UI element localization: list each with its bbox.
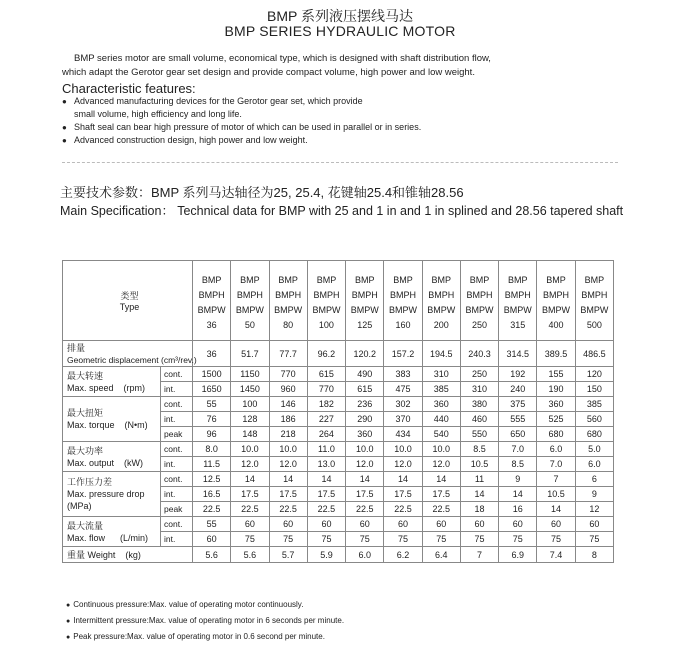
model-label: BMPH [198, 289, 225, 300]
feature-text: Advanced construction design, high power and low weight. [74, 135, 308, 145]
value-cell: 11 [460, 472, 498, 487]
value-cell: 486.5 [575, 341, 613, 367]
model-label: 160 [395, 319, 411, 330]
value-cell: 218 [269, 427, 307, 442]
bullet-icon: ● [66, 602, 71, 609]
value-cell: 10.0 [269, 442, 307, 457]
value-cell: 12.5 [193, 472, 231, 487]
value-cell: 96 [193, 427, 231, 442]
value-cell: 615 [307, 367, 345, 382]
value-cell: 157.2 [384, 341, 422, 367]
model-label: 200 [433, 319, 449, 330]
model-label: 400 [548, 319, 564, 330]
value-cell: 525 [537, 412, 575, 427]
value-cell: 10.0 [384, 442, 422, 457]
output-label [63, 442, 161, 472]
label-cn: 最大转速 [67, 370, 104, 381]
value-cell: 60 [346, 517, 384, 532]
value-cell: 6.2 [384, 547, 422, 563]
value-cell: 12.0 [346, 457, 384, 472]
model-header-cell [346, 261, 384, 341]
model-label: BMP [584, 274, 605, 285]
value-cell: 10.5 [460, 457, 498, 472]
value-cell: 11.0 [307, 442, 345, 457]
value-cell: 960 [269, 382, 307, 397]
table-row [63, 367, 614, 382]
label-en: Geometric displacement (cm³/rev.) [67, 354, 197, 365]
value-cell: 55 [193, 517, 231, 532]
value-cell: 12.0 [231, 457, 269, 472]
value-cell: 150 [575, 382, 613, 397]
value-cell: 5.6 [193, 547, 231, 563]
value-cell: 6 [575, 472, 613, 487]
model-label: 36 [206, 319, 217, 330]
value-cell: 615 [346, 382, 384, 397]
title-english: BMP SERIES HYDRAULIC MOTOR [224, 23, 456, 39]
value-cell: 8.0 [193, 442, 231, 457]
spec-heading-chinese: 主要技术参数：BMP 系列马达轴径为25, 25.4, 花键轴25.4和锥轴28.56 [60, 185, 464, 200]
bullet-icon: ● [66, 634, 71, 641]
value-cell: 192 [499, 367, 537, 382]
value-cell: 490 [346, 367, 384, 382]
value-cell: 1150 [231, 367, 269, 382]
value-cell: 75 [346, 532, 384, 547]
feature-text-cont: small volume, high efficiency and long life. [74, 109, 242, 119]
sub-label: cont. [161, 397, 193, 412]
model-label: 50 [244, 319, 255, 330]
value-cell: 540 [422, 427, 460, 442]
type-label-cn: 类型 [120, 291, 139, 301]
value-cell: 1650 [193, 382, 231, 397]
feature-item [62, 121, 662, 134]
value-cell: 650 [499, 427, 537, 442]
model-label: BMPW [465, 304, 494, 315]
value-cell: 550 [460, 427, 498, 442]
torque-label [63, 397, 161, 442]
model-label: BMPW [350, 304, 379, 315]
sub-label: int. [161, 457, 193, 472]
model-label: BMP [201, 274, 222, 285]
intro-line-1: BMP series motor are small volume, economical type, which is designed with shaft distribution flow, [74, 53, 491, 64]
type-header-cell [63, 261, 193, 341]
value-cell: 17.5 [307, 487, 345, 502]
value-cell: 11.5 [193, 457, 231, 472]
value-cell: 14 [537, 502, 575, 517]
value-cell: 12.0 [269, 457, 307, 472]
value-cell: 18 [460, 502, 498, 517]
feature-text: Shaft seal can bear high pressure of motor of which can be used in parallel or in series. [74, 122, 422, 132]
value-cell: 194.5 [422, 341, 460, 367]
model-header-cell [460, 261, 498, 341]
value-cell: 14 [269, 472, 307, 487]
value-cell: 75 [422, 532, 460, 547]
value-cell: 75 [575, 532, 613, 547]
spec-table [62, 260, 614, 563]
model-label: BMPW [427, 304, 456, 315]
value-cell: 383 [384, 367, 422, 382]
value-cell: 6.0 [575, 457, 613, 472]
value-cell: 360 [346, 427, 384, 442]
value-cell: 290 [346, 412, 384, 427]
table-row [63, 261, 614, 341]
label-en: Max. output (kW) [67, 457, 144, 468]
speed-label [63, 367, 161, 397]
label-en: Max. speed (rpm) [67, 382, 146, 393]
label-en: Max. flow (L/min) [67, 532, 149, 543]
value-cell: 75 [384, 532, 422, 547]
value-cell: 560 [575, 412, 613, 427]
value-cell: 770 [307, 382, 345, 397]
model-label: BMPH [313, 289, 340, 300]
value-cell: 13.0 [307, 457, 345, 472]
flow-label [63, 517, 161, 547]
model-label: BMP [316, 274, 337, 285]
value-cell: 16 [499, 502, 537, 517]
value-cell: 5.0 [575, 442, 613, 457]
model-label: BMPH [543, 289, 570, 300]
note-item [66, 597, 344, 613]
label-cn: 最大扭矩 [67, 408, 104, 418]
value-cell: 22.5 [422, 502, 460, 517]
model-label: BMPH [504, 289, 531, 300]
value-cell: 5.6 [231, 547, 269, 563]
model-label: 100 [318, 319, 334, 330]
value-cell: 440 [422, 412, 460, 427]
note-text: Peak pressure:Max. value of operating motor in 0.6 second per minute. [73, 632, 325, 641]
value-cell: 60 [460, 517, 498, 532]
label-en: Max. torque (N•m) [67, 420, 148, 430]
bullet-icon: ● [66, 618, 71, 625]
displacement-label [63, 341, 197, 367]
value-cell: 6.0 [537, 442, 575, 457]
model-label: 315 [510, 319, 526, 330]
value-cell: 8.5 [460, 442, 498, 457]
model-label: BMP [508, 274, 528, 285]
notes-list [66, 597, 344, 645]
value-cell: 14 [346, 472, 384, 487]
value-cell: 12 [575, 502, 613, 517]
model-label: 500 [586, 319, 602, 330]
value-cell: 680 [537, 427, 575, 442]
model-header-cell [193, 261, 231, 341]
value-cell: 182 [307, 397, 345, 412]
model-label: BMP [469, 274, 490, 285]
value-cell: 12.0 [384, 457, 422, 472]
value-cell: 60 [575, 517, 613, 532]
value-cell: 22.5 [231, 502, 269, 517]
value-cell: 14 [422, 472, 460, 487]
value-cell: 14 [499, 487, 537, 502]
value-cell: 240.3 [460, 341, 498, 367]
model-header-cell [537, 261, 575, 341]
value-cell: 22.5 [269, 502, 307, 517]
value-cell: 75 [537, 532, 575, 547]
value-cell: 77.7 [269, 341, 307, 367]
table-row [63, 517, 614, 532]
value-cell: 389.5 [537, 341, 575, 367]
weight-label: 重量 Weight (kg) [63, 547, 193, 563]
sub-label: int. [161, 487, 193, 502]
value-cell: 314.5 [499, 341, 537, 367]
value-cell: 75 [231, 532, 269, 547]
value-cell: 385 [422, 382, 460, 397]
value-cell: 14 [460, 487, 498, 502]
value-cell: 10.5 [537, 487, 575, 502]
model-label: BMPH [351, 289, 378, 300]
value-cell: 96.2 [307, 341, 345, 367]
value-cell: 5.7 [269, 547, 307, 563]
value-cell: 7.0 [537, 457, 575, 472]
value-cell: 310 [460, 382, 498, 397]
value-cell: 100 [231, 397, 269, 412]
label-cn: 工作压力差 [67, 477, 113, 487]
sub-label: cont. [161, 472, 193, 487]
table-row [63, 472, 614, 487]
model-label: BMP [431, 274, 451, 285]
value-cell: 128 [231, 412, 269, 427]
label-cn: 排量 [67, 342, 86, 353]
model-header-cell [422, 261, 460, 341]
value-cell: 22.5 [307, 502, 345, 517]
note-item [66, 613, 344, 629]
value-cell: 55 [193, 397, 231, 412]
value-cell: 360 [422, 397, 460, 412]
model-label: BMP [278, 274, 298, 285]
value-cell: 6.9 [499, 547, 537, 563]
value-cell: 17.5 [384, 487, 422, 502]
model-header-cell [499, 261, 537, 341]
value-cell: 264 [307, 427, 345, 442]
value-cell: 360 [537, 397, 575, 412]
value-cell: 475 [384, 382, 422, 397]
title-chinese: BMP 系列液压摆线马达 [267, 8, 413, 24]
value-cell: 14 [231, 472, 269, 487]
value-cell: 10.0 [231, 442, 269, 457]
value-cell: 75 [499, 532, 537, 547]
model-header-cell [384, 261, 422, 341]
value-cell: 6.4 [422, 547, 460, 563]
bullet-icon: ● [62, 136, 67, 145]
value-cell: 75 [307, 532, 345, 547]
value-cell: 555 [499, 412, 537, 427]
value-cell: 22.5 [384, 502, 422, 517]
value-cell: 155 [537, 367, 575, 382]
value-cell: 14 [307, 472, 345, 487]
value-cell: 6.0 [346, 547, 384, 563]
feature-text: Advanced manufacturing devices for the Gerotor gear set, which provide [74, 96, 363, 106]
value-cell: 51.7 [231, 341, 269, 367]
model-label: BMPH [275, 289, 302, 300]
model-label: BMPH [581, 289, 608, 300]
value-cell: 8 [575, 547, 613, 563]
value-cell: 302 [384, 397, 422, 412]
value-cell: 75 [460, 532, 498, 547]
value-cell: 7.0 [499, 442, 537, 457]
value-cell: 1450 [231, 382, 269, 397]
value-cell: 146 [269, 397, 307, 412]
table-row [63, 341, 614, 367]
value-cell: 190 [537, 382, 575, 397]
value-cell: 120.2 [346, 341, 384, 367]
sub-label: peak [161, 502, 193, 517]
value-cell: 120 [575, 367, 613, 382]
model-label: BMPW [197, 304, 226, 315]
value-cell: 14 [384, 472, 422, 487]
value-cell: 370 [384, 412, 422, 427]
value-cell: 7.4 [537, 547, 575, 563]
value-cell: 770 [269, 367, 307, 382]
model-label: BMPW [503, 304, 532, 315]
pressure-label [63, 472, 161, 517]
value-cell: 10.0 [422, 442, 460, 457]
value-cell: 1500 [193, 367, 231, 382]
model-label: BMP [240, 274, 260, 285]
sub-label: int. [161, 382, 193, 397]
value-cell: 227 [307, 412, 345, 427]
sub-label: peak [161, 427, 193, 442]
value-cell: 9 [575, 487, 613, 502]
label-cn: 最大功率 [67, 445, 104, 456]
value-cell: 186 [269, 412, 307, 427]
model-label: BMPW [388, 304, 417, 315]
model-label: BMPW [274, 304, 303, 315]
value-cell: 310 [422, 367, 460, 382]
note-text: Continuous pressure:Max. value of operating motor continuously. [73, 600, 304, 609]
note-item [66, 629, 344, 645]
value-cell: 16.5 [193, 487, 231, 502]
type-label-en: Type [119, 302, 140, 312]
value-cell: 380 [460, 397, 498, 412]
value-cell: 60 [422, 517, 460, 532]
value-cell: 36 [193, 341, 231, 367]
value-cell: 60 [499, 517, 537, 532]
value-cell: 60 [384, 517, 422, 532]
model-label: BMPH [428, 289, 455, 300]
divider [62, 162, 618, 163]
features-list [62, 95, 662, 147]
feature-item [62, 95, 662, 121]
sub-label: cont. [161, 367, 193, 382]
value-cell: 60 [231, 517, 269, 532]
value-cell: 17.5 [269, 487, 307, 502]
table-row [63, 547, 614, 563]
value-cell: 9 [499, 472, 537, 487]
model-label: BMPW [580, 304, 609, 315]
model-label: BMPH [389, 289, 416, 300]
model-label: BMPH [236, 289, 263, 300]
feature-item [62, 134, 662, 147]
model-label: BMPH [466, 289, 493, 300]
spec-heading-english: Main Specification： Technical data for BMP with 25 and 1 in and 1 in splined and 28.56 tapered shaft [60, 204, 624, 218]
value-cell: 75 [269, 532, 307, 547]
model-header-cell [307, 261, 345, 341]
value-cell: 60 [537, 517, 575, 532]
label-en: Max. pressure drop [67, 489, 145, 499]
value-cell: 12.0 [422, 457, 460, 472]
value-cell: 250 [460, 367, 498, 382]
sub-label: cont. [161, 517, 193, 532]
value-cell: 385 [575, 397, 613, 412]
value-cell: 5.9 [307, 547, 345, 563]
model-label: BMP [393, 274, 413, 285]
model-label: 125 [357, 319, 373, 330]
model-label: BMP [546, 274, 566, 285]
intro-line-2: which adapt the Gerotor gear set design and provide compact volume, high power and low weight. [62, 66, 475, 78]
value-cell: 17.5 [346, 487, 384, 502]
bullet-icon: ● [62, 123, 67, 132]
model-label: BMP [354, 274, 375, 285]
model-label: BMPW [312, 304, 341, 315]
value-cell: 375 [499, 397, 537, 412]
value-cell: 76 [193, 412, 231, 427]
sub-label: int. [161, 532, 193, 547]
value-cell: 148 [231, 427, 269, 442]
value-cell: 236 [346, 397, 384, 412]
label-cn: 最大流量 [67, 520, 104, 531]
value-cell: 60 [269, 517, 307, 532]
value-cell: 60 [193, 532, 231, 547]
table-row [63, 442, 614, 457]
value-cell: 7 [537, 472, 575, 487]
value-cell: 10.0 [346, 442, 384, 457]
value-cell: 7 [460, 547, 498, 563]
model-header-cell [575, 261, 613, 341]
value-cell: 60 [307, 517, 345, 532]
features-heading: Characteristic features: [62, 81, 196, 96]
value-cell: 22.5 [346, 502, 384, 517]
model-header-cell [269, 261, 307, 341]
sub-label: cont. [161, 442, 193, 457]
label-unit: (MPa) [67, 501, 92, 511]
value-cell: 22.5 [193, 502, 231, 517]
table-row [63, 397, 614, 412]
sub-label: int. [161, 412, 193, 427]
value-cell: 460 [460, 412, 498, 427]
intro-paragraph [62, 52, 662, 79]
value-cell: 17.5 [422, 487, 460, 502]
model-header-cell [231, 261, 269, 341]
value-cell: 17.5 [231, 487, 269, 502]
value-cell: 8.5 [499, 457, 537, 472]
note-text: Intermittent pressure:Max. value of operating motor in 6 seconds per minute. [73, 616, 345, 625]
model-label: BMPW [542, 304, 571, 315]
model-label: 80 [283, 319, 294, 330]
value-cell: 680 [575, 427, 613, 442]
bullet-icon: ● [62, 97, 67, 106]
value-cell: 434 [384, 427, 422, 442]
model-label: BMPW [235, 304, 264, 315]
value-cell: 240 [499, 382, 537, 397]
model-label: 250 [471, 319, 488, 330]
